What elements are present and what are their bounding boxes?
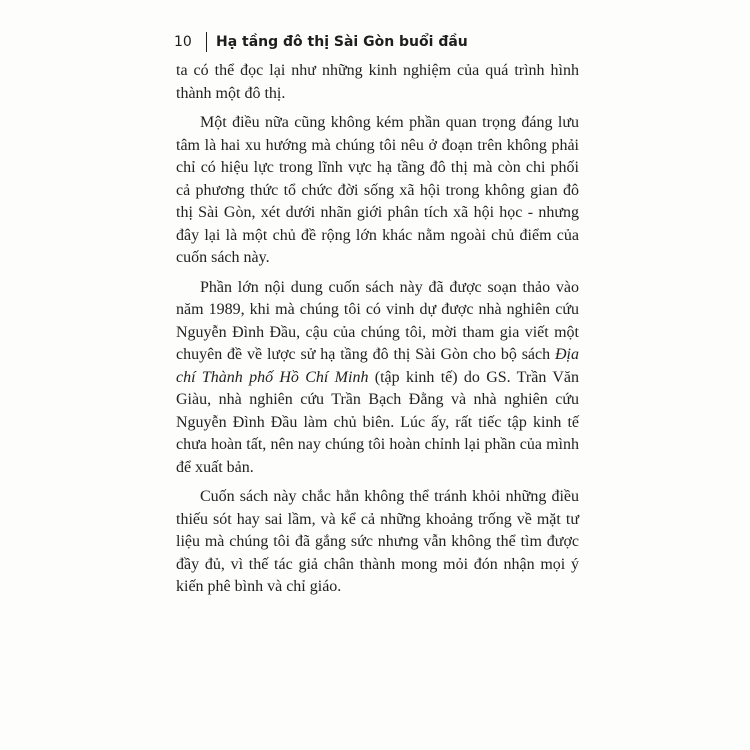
paragraph: Một điều nữa cũng không kém phần quan trọng đáng lưu tâm là hai xu hướng mà chúng tôi nêu ở đoạn trên không phải chỉ có hiệu lực trong lĩnh vực hạ tầng đô thị mà còn chi phối cả phương thức tổ chức đời sống xã hội trong không gian đô thị Sài Gòn, xét dưới nhãn giới phân tích xã hội học - nhưng đây lại là một chủ đề rộng lớn khác nằm ngoài chủ điểm của cuốn sách này.: [176, 114, 579, 266]
paragraph-continued: ta có thể đọc lại như những kinh nghiệm của quá trình hình thành một đô thị.: [176, 62, 579, 102]
paragraph: [176, 277, 579, 480]
header-divider: [206, 32, 207, 52]
body-text: [176, 60, 579, 606]
running-header: [174, 32, 468, 52]
paragraph: Cuốn sách này chắc hẳn không thể tránh khỏi những điều thiếu sót hay sai lầm, và kể cả những khoảng trống về mặt tư liệu mà chúng tôi đã gắng sức nhưng vẫn không thể tìm được đầy đủ, vì thế tác giả chân thành mong mỏi đón nhận mọi ý kiến phê bình và chỉ giáo.: [176, 488, 579, 595]
paragraph-text: Phần lớn nội dung cuốn sách này đã được soạn thảo vào năm 1989, khi mà chúng tôi có vinh dự được nhà nghiên cứu Nguyễn Đình Đầu, cậu của chúng tôi, mời tham gia viết một chuyên đề về lược sử hạ tầng đô thị Sài Gòn cho bộ sách: [176, 278, 579, 363]
paragraph-text: (tập kinh tế) do GS. Trần Văn Giàu, nhà nghiên cứu Trần Bạch Đằng và nhà nghiên cứu Nguyễn Đình Đầu làm chủ biên. Lúc ấy, rất tiếc tập kinh tế chưa hoàn tất, nên nay chúng tôi hoàn chỉnh lại phần của mình để xuất bản.: [176, 368, 579, 476]
running-title: Hạ tầng đô thị Sài Gòn buổi đầu: [216, 34, 468, 50]
page-number: 10: [174, 34, 192, 50]
book-title-italic: Địa chí Thành phố Hồ Chí Minh: [176, 346, 579, 386]
